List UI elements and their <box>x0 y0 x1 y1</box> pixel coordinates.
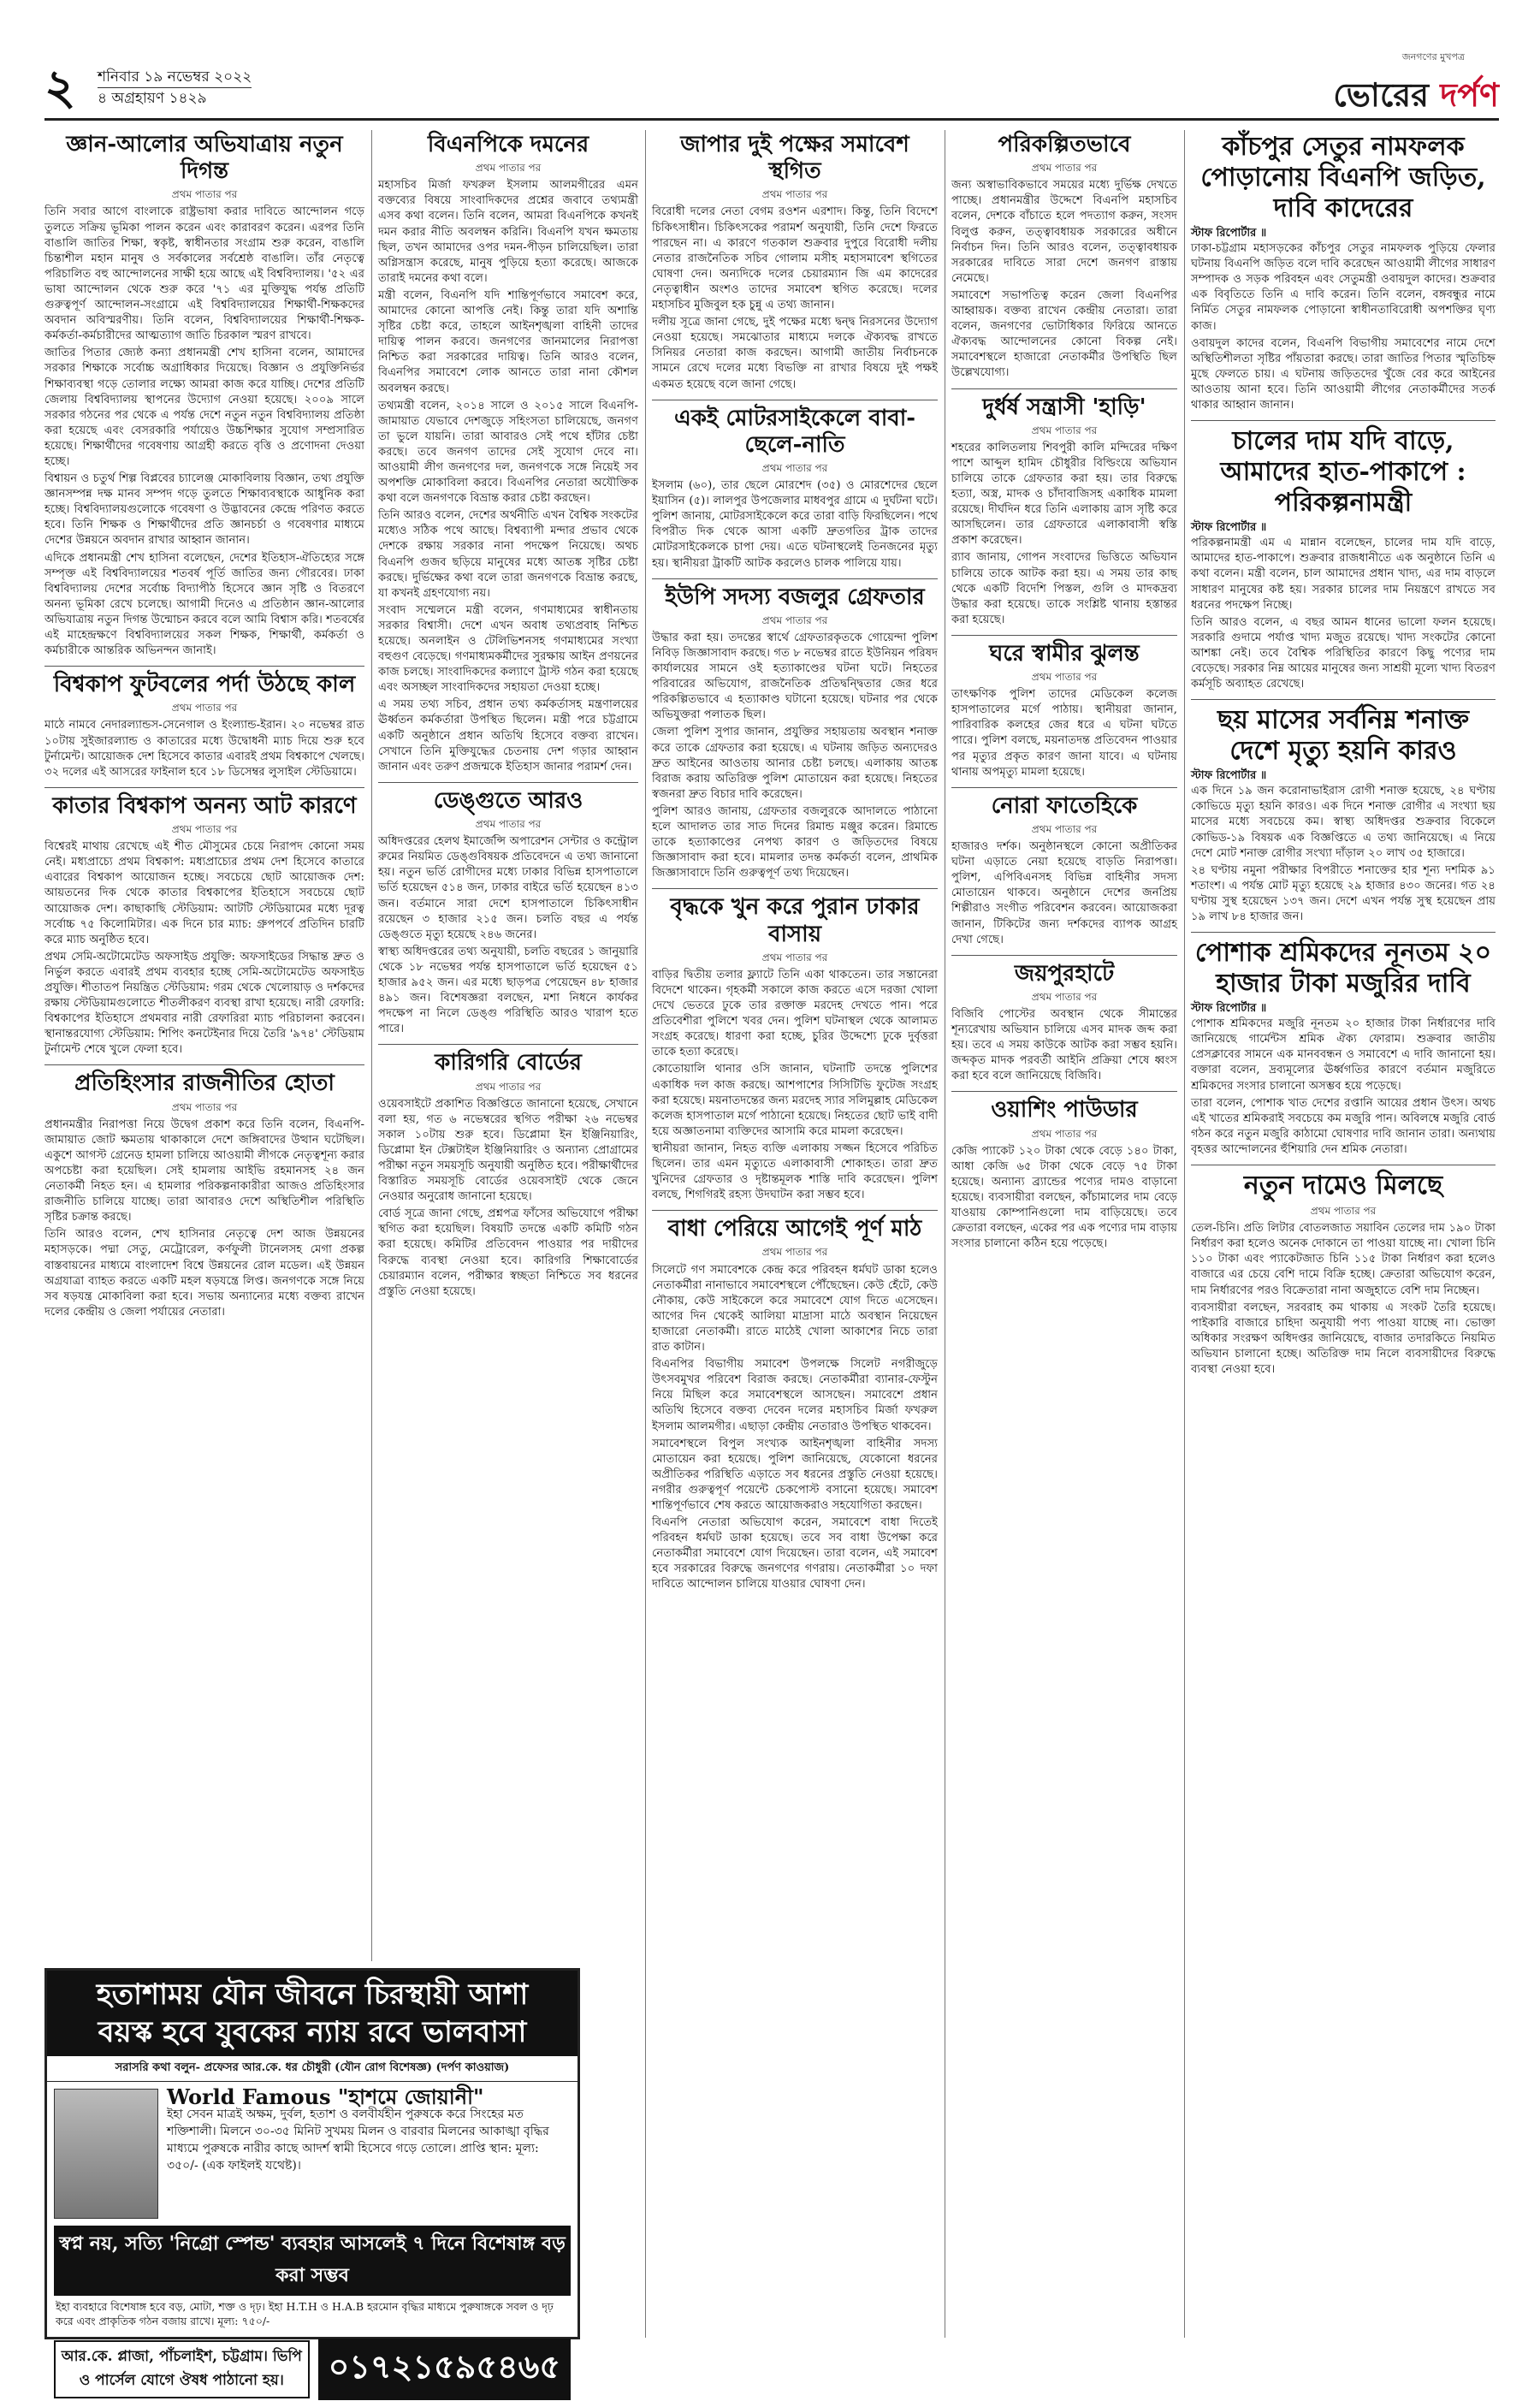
article-paragraph: স্থানীয়রা জানান, নিহত ব্যক্তি এলাকায় সজ্জন হিসেবে পরিচিত ছিলেন। তার এমন মৃত্যুতে এলাকাবাসী শোকাহত। তারা দ্রুত খুনিদের গ্রেফতার ও দৃষ্টান্তমূলক শাস্তি দাবি করেছেন। পুলিশ বলছে, শিগগিরই রহস্য উদঘাটন করা সম্ভব হবে। <box>652 1141 938 1202</box>
article-husband-hanging <box>951 641 1177 780</box>
divider <box>951 388 1177 389</box>
article-kanchpur-bridge <box>1191 132 1496 413</box>
article-paragraph: সমাবেশস্থলে বিপুল সংখ্যক আইনশৃঙ্খলা বাহিনীর সদস্য মোতায়েন করা হয়েছে। পুলিশ জানিয়েছে, যেকোনো ধরনের অপ্রীতিকর পরিস্থিতি এড়াতে সব ধরনের প্রস্তুতি নেওয়া হয়েছে। নগরীর গুরুত্বপূর্ণ পয়েন্টে চেকপোস্ট বসানো হয়েছে। সমাবেশ শান্তিপূর্ণভাবে শেষ করতে আয়োজকরাও সহযোগিতা করছেন। <box>652 1437 938 1512</box>
column-4 <box>951 130 1177 1259</box>
continuation-label: প্রথম পাতার পর <box>761 951 828 963</box>
article-bnp-suppression <box>378 132 638 775</box>
article-paragraph: পুলিশ আরও জানায়, গ্রেফতার বজলুরকে আদালতে পাঠানো হলে আদালত তার সাত দিনের রিমান্ড মঞ্জুর করেন। রিমান্ডে তাকে হত্যাকাণ্ডের নেপথ্য কারণ ও জড়িতদের বিষয়ে জিজ্ঞাসাবাদ করা হবে। মামলার তদন্ত কর্মকর্তা বলেন, প্রাথমিক জিজ্ঞাসাবাদে তিনি গুরুত্বপূর্ণ তথ্য দিয়েছেন। <box>652 804 938 880</box>
article-worldcup-curtain <box>44 672 364 780</box>
brand-name <box>1333 70 1499 125</box>
article-paragraph: তাৎক্ষণিক পুলিশ তাদের মেডিকেল কলেজ হাসপাতালের মর্গে পাঠায়। স্থানীয়রা জানান, পারিবারিক কলহের জের ধরে এ ঘটনা ঘটতে পারে। পুলিশ বলছে, ময়নাতদন্ত প্রতিবেদন পাওয়ার পর মৃত্যুর প্রকৃত কারণ জানা যাবে। এ ঘটনায় থানায় অপমৃত্যু মামলা হয়েছে। <box>951 688 1177 779</box>
article-nora-fatehi <box>951 793 1177 948</box>
ad-headline <box>47 1971 578 2056</box>
article-paragraph: বিএনপি নেতারা অভিযোগ করেন, সমাবেশে বাধা দিতেই পরিবহন ধর্মঘট ডাকা হয়েছে। তবে সব বাধা উপেক্ষা করে নেতাকর্মীরা সমাবেশে যোগ দিয়েছেন। তারা বলেন, এই সমাবেশ হবে সরকারের বিরুদ্ধে জনগণের গণরায়। নেতাকর্মীরা ১০ দফা দাবিতে আন্দোলন চালিয়ে যাওয়ার ঘোষণা দেন। <box>652 1516 938 1592</box>
article-headline: বিএনপিকে দমনের <box>427 132 589 157</box>
continuation-label: প্রথম পাতার পর <box>761 188 828 201</box>
continuation-label: প্রথম পাতার পর <box>1031 822 1098 835</box>
divider <box>44 787 364 788</box>
article-paragraph: র‍্যাব জানায়, গোপন সংবাদের ভিত্তিতে অভিযান চালিয়ে তাকে আটক করা হয়। এ সময় তার কাছ থেকে একটি বিদেশি পিস্তল, গুলি ও মাদকদ্রব্য উদ্ধার করা হয়েছে। তাকে সংশ্লিষ্ট থানায় হস্তান্তর করা হয়েছে। <box>951 551 1177 626</box>
article-paragraph: প্রথম সেমি-অটোমেটেড অফসাইড প্রযুক্তি: অফসাইডের সিদ্ধান্ত দ্রুত ও নির্ভুল করতে এবারই প্রথম ব্যবহার হচ্ছে সেমি-অটোমেটেড অফসাইড প্রযুক্তি। শীতাতপ নিয়ন্ত্রিত স্টেডিয়াম: গরম থেকে খেলোয়াড় ও দর্শকদের রক্ষায় স্টেডিয়ামগুলোতে শীতলীকরণ ব্যবস্থা রাখা হয়েছে। নারী রেফারি: বিশ্বকাপের ইতিহাসে প্রথমবার নারী রেফারিরা ম্যাচ পরিচালনা করবেন। স্থানান্তরযোগ্য স্টেডিয়াম: শিপিং কনটেইনার দিয়ে তৈরি '৯৭৪' স্টেডিয়াম টুর্নামেন্ট শেষে খুলে ফেলা হবে। <box>44 950 364 1057</box>
byline: স্টাফ রিপোর্টার ॥ <box>1191 521 1267 535</box>
article-qatar-eight-reasons <box>44 793 364 1058</box>
continuation-label: প্রথম পাতার পর <box>761 461 828 474</box>
article-paragraph: এক দিনে ১৯ জন করোনাভাইরাস রোগী শনাক্ত হয়েছে, ২৪ ঘণ্টায় কোভিডে মৃত্যু হয়নি কারও। এক দিনে শনাক্ত রোগীর এ সংখ্যা ছয় মাসের মধ্যে সবচেয়ে কম। স্বাস্থ্য অধিদপ্তর শুক্রবার বিকেলে কোভিড-১৯ বিষয়ক এক বিজ্ঞপ্তিতে এ তথ্য জানিয়েছে। এ নিয়ে দেশে মোট শনাক্ত রোগীর সংখ্যা দাঁড়াল ২০ লাখ ৩৫ হাজারে। <box>1191 785 1496 860</box>
ad-footer <box>47 2332 578 2407</box>
ad-address: আর.কে. প্লাজা, পাঁচলাইশ, চট্টগ্রাম। ভিপি ও পার্সেল যোগে ঔষধ পাঠানো হয়। <box>54 2340 310 2398</box>
doctor-photo <box>54 2089 158 2219</box>
article-paragraph: বাড়ির দ্বিতীয় তলার ফ্ল্যাটে তিনি একা থাকতেন। তার সন্তানেরা বিদেশে থাকেন। গৃহকর্মী সকালে কাজ করতে এসে দরজা খোলা দেখে ভেতরে ঢুকে তার রক্তাক্ত মরদেহ দেখতে পান। পরে প্রতিবেশীরা পুলিশে খবর দেন। পুলিশ ঘটনাস্থল থেকে আলামত সংগ্রহ করেছে। ধারণা করা হচ্ছে, চুরির উদ্দেশ্যে ঢুকে দুর্বৃত্তরা তাকে হত্যা করেছে। <box>652 968 938 1059</box>
article-headline: ইউপি সদস্য বজলুর গ্রেফতার <box>665 584 925 610</box>
article-paragraph: বিএনপির বিভাগীয় সমাবেশ উপলক্ষে সিলেট নগরীজুড়ে উৎসবমুখর পরিবেশ বিরাজ করছে। নেতাকর্মীরা ব্যানার-ফেস্টুন নিয়ে মিছিল করে সমাবেশস্থলে আসছেন। সমাবেশে প্রধান অতিথি হিসেবে বক্তব্য দেবেন দলের মহাসচিব মির্জা ফখরুল ইসলাম আলমগীর। এছাড়া কেন্দ্রীয় নেতারাও উপস্থিত থাকবেন। <box>652 1358 938 1433</box>
ad-consult-line: সরাসরি কথা বলুন- প্রফেসর আর.কে. ধর চৌধুরী (যৌন রোগ বিশেষজ্ঞ) (দর্পণ কাওয়াজ) <box>47 2056 578 2082</box>
article-paragraph: ইসলাম (৬০), তার ছেলে মোরশেদ (৩৫) ও মোরশেদের ছেলে ইয়াসিন (৫)। লালপুর উপজেলার মাধবপুর গ্রামে এ দুর্ঘটনা ঘটে। পুলিশ জানায়, মোটরসাইকেলে করে তারা বাড়ি ফিরছিলেন। পথে বিপরীত দিক থেকে আসা একটি দ্রুতগতির ট্রাক তাদের মোটরসাইকেলকে চাপা দেয়। এতে ঘটনাস্থলেই তিনজনের মৃত্যু হয়। স্থানীয়রা ট্রাকটি আটক করলেও চালক পালিয়ে যায়। <box>652 479 938 570</box>
article-headline: পোশাক শ্রমিকদের নূনতম ২০ হাজার টাকা মজুরির দাবি <box>1194 938 1492 999</box>
page-number: ২ <box>44 59 76 116</box>
continuation-label: প্রথম পাতার পর <box>475 818 542 831</box>
byline: স্টাফ রিপোর্টার ॥ <box>1191 769 1267 783</box>
article-joypurhat <box>951 961 1177 1085</box>
continuation-label: প্রথম পাতার পর <box>1031 1127 1098 1140</box>
article-up-member-arrest <box>652 584 938 882</box>
article-rice-price <box>1191 426 1496 692</box>
date-block <box>98 67 252 109</box>
continuation-label: প্রথম পাতার পর <box>1031 424 1098 436</box>
article-full-ground <box>652 1216 938 1592</box>
article-headline: বৃদ্ধকে খুন করে পুরান ঢাকার বাসায় <box>670 894 920 947</box>
brand-name-part1: ভোরের <box>1333 75 1441 114</box>
column-divider <box>1184 130 1185 2338</box>
article-paragraph: তিনি আরও বলেন, এ বছর আমন ধানের ভালো ফলন হয়েছে। সরকারি গুদামে পর্যাপ্ত খাদ্য মজুত রয়েছে। খাদ্য সংকটের কোনো আশঙ্কা নেই। তবে বৈশ্বিক পরিস্থিতির কারণে কিছু পণ্যের দাম বেড়েছে। সরকার নিম্ন আয়ের মানুষের জন্য সাশ্রয়ী মূল্যে খাদ্য বিতরণ কর্মসূচি অব্যাহত রেখেছে। <box>1191 615 1496 691</box>
article-paragraph: বিশ্বায়ন ও চতুর্থ শিল্প বিপ্লবের চ্যালেঞ্জ মোকাবিলায় বিজ্ঞান, তথ্য প্রযুক্তি জ্ঞানসম্পন্ন দক্ষ মানব সম্পদ গড়ে তুলতে শিক্ষাব্যবস্থাকে আধুনিক করা হচ্ছে। বিশ্ববিদ্যালয়গুলোকে গবেষণা ও উদ্ভাবনের কেন্দ্রে পরিণত করতে হবে। তিনি শিক্ষক ও শিক্ষার্থীদের প্রতি জ্ঞানচর্চা ও গবেষণার মাধ্যমে দেশের উন্নয়নে অবদান রাখার আহ্বান জানান। <box>44 472 364 548</box>
divider <box>951 787 1177 788</box>
article-paragraph: ওয়েবসাইটে প্রকাশিত বিজ্ঞপ্তিতে জানানো হয়েছে, সেখানে বলা হয়, গত ৬ নভেম্বরের স্থগিত পরীক্ষা ২৬ নভেম্বর সকাল ১০টায় শুরু হবে। ডিপ্লোমা ইন ইঞ্জিনিয়ারিং, ডিপ্লোমা ইন টেক্সটাইল ইঞ্জিনিয়ারিং ও অন্যান্য প্রোগ্রামের পরীক্ষা নতুন সময়সূচি অনুযায়ী অনুষ্ঠিত হবে। পরীক্ষার্থীদের বিস্তারিত সময়সূচি বোর্ডের ওয়েবসাইট থেকে জেনে নেওয়ার অনুরোধ জানানো হয়েছে। <box>378 1097 638 1204</box>
article-paragraph: এ সময় তথ্য সচিব, প্রধান তথ্য কর্মকর্তাসহ মন্ত্রণালয়ের ঊর্ধ্বতন কর্মকর্তারা উপস্থিত ছিলেন। মন্ত্রী পরে চট্টগ্রামে একটি অনুষ্ঠানে প্রধান অতিথি হিসেবে বক্তব্য রাখেন। সেখানে তিনি মুক্তিযুদ্ধের চেতনায় দেশ গড়ার আহ্বান জানান এবং তরুণ প্রজন্মকে ইতিহাস জানার পরামর্শ দেন। <box>378 698 638 774</box>
continuation-label: প্রথম পাতার পর <box>1310 1205 1377 1218</box>
article-paragraph: প্রধানমন্ত্রীর নিরাপত্তা নিয়ে উদ্বেগ প্রকাশ করে তিনি বলেন, বিএনপি-জামায়াত জোট ক্ষমতায় থাকাকালে দেশে জঙ্গিবাদের উত্থান ঘটেছিল। একুশে আগস্ট গ্রেনেড হামলা চালিয়ে আওয়ামী লীগকে নেতৃত্বশূন্য করার অপচেষ্টা করা হয়েছিল। সেই হামলায় আইভি রহমানসহ ২৪ জন নেতাকর্মী নিহত হন। এ হামলার পরিকল্পনাকারীরা আজও প্রতিহিংসার রাজনীতি চালিয়ে যাচ্ছে। তারা আবারও দেশে অস্থিতিশীল পরিস্থিতি সৃষ্টির চক্রান্ত করছে। <box>44 1118 364 1224</box>
byline: স্টাফ রিপোর্টার ॥ <box>1191 1002 1267 1016</box>
article-paragraph: জাতির পিতার জ্যেষ্ঠ কন্যা প্রধানমন্ত্রী শেখ হাসিনা বলেন, আমাদের সরকার শিক্ষাকে সর্বোচ্চ অগ্রাধিকার দিয়েছে। বিজ্ঞান ও প্রযুক্তিনির্ভর শিক্ষাব্যবস্থা গড়ে তোলার লক্ষ্যে আমরা কাজ করে যাচ্ছি। দেশের প্রতিটি জেলায় বিশ্ববিদ্যালয় স্থাপনের উদ্যোগ নেওয়া হয়েছে। ২০০৯ সালে সরকার গঠনের পর থেকে এ পর্যন্ত দেশে নতুন নতুন বিশ্ববিদ্যালয় প্রতিষ্ঠা করা হয়েছে এবং বেসরকারি পর্যায়েও উচ্চশিক্ষার সুযোগ সম্প্রসারিত হয়েছে। শিক্ষার্থীদের গবেষণায় আগ্রহী করতে বৃত্তি ও প্রণোদনা দেওয়া হচ্ছে। <box>44 347 364 468</box>
article-headline: একই মোটরসাইকেলে বাবা-ছেলে-নাতি <box>673 405 916 458</box>
continuation-label: প্রথম পাতার পর <box>171 823 238 836</box>
article-washing-powder <box>951 1097 1177 1252</box>
article-planned <box>951 132 1177 382</box>
article-headline: প্রতিহিংসার রাজনীতির হোতা <box>74 1070 335 1097</box>
continuation-label: প্রথম পাতার পর <box>475 162 542 175</box>
continuation-label: প্রথম পাতার পর <box>1031 671 1098 684</box>
article-revenge-politics <box>44 1070 364 1320</box>
ad-banner: স্বপ্ন নয়, সত্যি 'নিগ্রো স্পেন্ড' ব্যবহার আসলেই ৭ দিনে বিশেষাঙ্গ বড় করা সম্ভব <box>54 2226 571 2296</box>
masthead <box>44 51 1499 121</box>
article-dengue <box>378 788 638 1038</box>
article-headline: ঘরে স্বামীর ঝুলন্ত <box>989 640 1140 667</box>
continuation-label: প্রথম পাতার পর <box>761 614 828 626</box>
divider <box>378 782 638 783</box>
byline: স্টাফ রিপোর্টার ॥ <box>1191 227 1267 240</box>
article-garment-wage <box>1191 938 1496 1158</box>
divider <box>951 1091 1177 1092</box>
article-japa-rally <box>652 132 938 393</box>
ad-product-title: World Famous "হাশমে জোয়ানী" <box>167 2084 484 2109</box>
continuation-label: প্রথম পাতার পর <box>171 188 238 201</box>
article-paragraph: কেজি প্যাকেট ১২০ টাকা থেকে বেড়ে ১৪০ টাকা, আধা কেজি ৬৫ টাকা থেকে বেড়ে ৭৫ টাকা হয়েছে। অন্যান্য ব্র্যান্ডের পণ্যের দামও বাড়ানো হয়েছে। ব্যবসায়ীরা বলছেন, কাঁচামালের দাম বেড়ে যাওয়ায় কোম্পানিগুলো দাম বাড়িয়েছে। তবে ক্রেতারা বলছেন, একের পর এক পণ্যের দাম বাড়ায় সংসার চালানো কঠিন হয়ে পড়েছে। <box>951 1144 1177 1251</box>
article-paragraph: মহাসচিব মির্জা ফখরুল ইসলাম আলমগীরের এমন বক্তব্যের বিষয়ে সাংবাদিকদের প্রশ্নের জবাবে তথ্যমন্ত্রী এসব কথা বলেন। তিনি বলেন, আমরা বিএনপিকে কখনই দমন করার নীতি অবলম্বন করিনি। বিএনপি যখন ক্ষমতায় ছিল, তখন আমাদের ওপর দমন-পীড়ন চালিয়েছিল। তারা অগ্নিসন্ত্রাস করেছে, মানুষ পুড়িয়ে হত্যা করেছে। আজকে তারাই দমনের কথা বলে। <box>378 179 638 285</box>
article-paragraph: বিজিবি পোস্টের অবস্থান থেকে সীমান্তের শূন্যরেখায় অভিযান চালিয়ে এসব মাদক জব্দ করা হয়। তবে এ সময় কাউকে আটক করা সম্ভব হয়নি। জব্দকৃত মাদক পরবর্তী আইনি প্রক্রিয়া শেষে ধ্বংস করা হবে বলে জানিয়েছে বিজিবি। <box>951 1007 1177 1083</box>
article-paragraph: তিনি সবার আগে বাংলাকে রাষ্ট্রভাষা করার দাবিতে আন্দোলন গড়ে তুলতে সক্রিয় ভূমিকা পালন করেন এবং কারাবরণ করেন। এরপর তিনি বাঙালি জাতির শিক্ষা, স্বকৃষ্ট, স্বাধীনতার সংগ্রাম শুরু করেন, বাঙালি চিন্তাশীল মহান মানুষ ও সর্বকালের সর্বশ্রেষ্ঠ বাঙালি। তাঁর নেতৃত্বে পরিচালিত বহু আন্দোলনের সাক্ষী হয়ে আছে এই বিশ্ববিদ্যালয়। '৫২ এর ভাষা আন্দোলন থেকে শুরু করে '৭১ এর মুক্তিযুদ্ধ পর্যন্ত প্রতিটি গুরুত্বপূর্ণ আন্দোলন-সংগ্রামে এই বিশ্ববিদ্যালয়ের শিক্ষার্থী-শিক্ষকদের অবদান অবিস্মরণীয়। তিনি বলেন, বিশ্ববিদ্যালয়ের শিক্ষার্থী-শিক্ষক-কর্মকর্তা-কর্মচারীদের আত্মত্যাগ জাতি চিরকাল স্মরণ রাখবে। <box>44 205 364 343</box>
article-terrorist-hari <box>951 394 1177 628</box>
article-headline: জাপার দুই পক্ষের সমাবেশ স্থগিত <box>680 132 909 185</box>
brand-tagline: জনগণের মুখপত্র <box>1401 51 1465 62</box>
article-motorcycle <box>652 406 938 572</box>
article-paragraph: বিরোধী দলের নেতা বেগম রওশন এরশাদ। কিন্তু, তিনি বিদেশে চিকিৎসাধীন। চিকিৎসকের পরামর্শ অনুযায়ী, তিনি দেশে ফিরতে পারছেন না। এ কারণে গতকাল শুক্রবার দুপুরে বিরোধী দলীয় নেতার রাজনৈতিক সচিব গোলাম মসীহ মহাসমাবেশ স্থগিতের ঘোষণা দেন। অন্যদিকে দলের চেয়ারম্যান জি এম কাদেরের নেতৃত্বাধীন অংশও তাদের সমাবেশ স্থগিত করেছে। দলের মহাসচিব মুজিবুল হক চুন্নু এ তথ্য জানান। <box>652 205 938 312</box>
article-headline: ওয়াশিং পাউডার <box>991 1097 1138 1123</box>
column-divider <box>645 130 646 2338</box>
continuation-label: প্রথম পাতার পর <box>1031 990 1098 1003</box>
article-paragraph: পোশাক শ্রমিকদের মজুরি নূনতম ২০ হাজার টাকা নির্ধারণের দাবি জানিয়েছে গার্মেন্টস শ্রমিক ঐক্য ফোরাম। শুক্রবার জাতীয় প্রেসক্লাবের সামনে এক মানববন্ধন ও সমাবেশে এ দাবি জানানো হয়। বক্তারা বলেন, দ্রব্যমূল্যের ঊর্ধ্বগতির কারণে বর্তমান মজুরিতে শ্রমিকদের সংসার চালানো অসম্ভব হয়ে পড়েছে। <box>1191 1017 1496 1093</box>
ad-body <box>167 2084 571 2219</box>
article-paragraph: সংবাদ সম্মেলনে মন্ত্রী বলেন, গণমাধ্যমের স্বাধীনতায় সরকার বিশ্বাসী। দেশে এখন অবাধ তথ্যপ্রবাহ নিশ্চিত হয়েছে। অনলাইন ও টেলিভিশনসহ গণমাধ্যমের সংখ্যা বহুগুণ বেড়েছে। গণমাধ্যমকর্মীদের সুরক্ষায় আইন প্রণয়নের কাজ চলছে। সাংবাদিকদের কল্যাণে ট্রাস্ট গঠন করা হয়েছে এবং অসচ্ছল সাংবাদিকদের সহায়তা দেওয়া হচ্ছে। <box>378 603 638 695</box>
ad-headline-line1: হতাশাময় যৌন জীবনে চিরস্থায়ী আশা <box>96 1977 529 2012</box>
article-headline: দুর্ধর্ষ সন্ত্রাসী 'হাড়ি' <box>982 394 1146 420</box>
divider <box>652 1210 938 1211</box>
article-paragraph: শহরের কালিতলায় শিবপুরী কালি মন্দিরের দক্ষিণ পাশে আব্দুল হামিদ চৌধুরীর বিল্ডিংয়ে অভিযান চালিয়ে তাকে গ্রেফতার করা হয়। তার বিরুদ্ধে হত্যা, অস্ত্র, মাদক ও চাঁদাবাজিসহ একাধিক মামলা রয়েছে। দীর্ঘদিন ধরে তিনি এলাকায় ত্রাস সৃষ্টি করে আসছিলেন। তার গ্রেফতারে এলাকাবাসী স্বস্তি প্রকাশ করেছেন। <box>951 441 1177 548</box>
article-paragraph: সিলেটে গণ সমাবেশকে কেন্দ্র করে পরিবহন ধর্মঘট ডাকা হলেও নেতাকর্মীরা নানাভাবে সমাবেশস্থলে পৌঁছেছেন। কেউ হেঁটে, কেউ নৌকায়, কেউ সাইকেলে করে সমাবেশে যোগ দিতে এসেছেন। আগের দিন থেকেই আলিয়া মাদ্রাসা মাঠে অবস্থান নিয়েছেন হাজারো নেতাকর্মী। রাতে মাঠেই খোলা আকাশের নিচে তারা রাত কাটান। <box>652 1263 938 1355</box>
article-paragraph: তিনি আরও বলেন, দেশের অর্থনীতি এখন বৈশ্বিক সংকটের মধ্যেও সঠিক পথে আছে। বিশ্বব্যাপী মন্দার প্রভাব থেকে দেশকে রক্ষায় সরকার নানা পদক্ষেপ নিয়েছে। অথচ বিএনপি গুজব ছড়িয়ে মানুষের মধ্যে আতঙ্ক সৃষ্টির চেষ্টা করছে। দুর্ভিক্ষের কথা বলে তারা জনগণকে বিভ্রান্ত করছে, যা কখনই গ্রহণযোগ্য নয়। <box>378 509 638 600</box>
article-paragraph: ব্যবসায়ীরা বলছেন, সরবরাহ কম থাকায় এ সংকট তৈরি হয়েছে। পাইকারি বাজারে চাহিদা অনুযায়ী পণ্য পাওয়া যাচ্ছে না। ভোক্তা অধিকার সংরক্ষণ অধিদপ্তর জানিয়েছে, বাজার তদারকিতে নিয়মিত অভিযান চালানো হচ্ছে। অতিরিক্ত দাম নিলে ব্যবসায়ীদের বিরুদ্ধে ব্যবস্থা নেওয়া হবে। <box>1191 1301 1496 1376</box>
article-paragraph: ঢাকা-চট্টগ্রাম মহাসড়কের কাঁচপুর সেতুর নামফলক পুড়িয়ে ফেলার ঘটনায় বিএনপি জড়িত বলে দাবি করেছেন আওয়ামী লীগের সাধারণ সম্পাদক ও সড়ক পরিবহন এবং সেতুমন্ত্রী ওবায়দুল কাদের। শুক্রবার এক বিবৃতিতে তিনি এ দাবি করেন। তিনি বলেন, বঙ্গবন্ধুর নামে নির্মিত সেতুর নামফলক পোড়ানো স্বাধীনতাবিরোধী অপশক্তির ঘৃণ্য কাজ। <box>1191 242 1496 333</box>
continuation-label: প্রথম পাতার পর <box>171 702 238 714</box>
continuation-label: প্রথম পাতার পর <box>171 1100 238 1113</box>
article-paragraph: কোতোয়ালি থানার ওসি জানান, ঘটনাটি তদন্তে পুলিশের একাধিক দল কাজ করছে। আশপাশের সিসিটিভি ফুটেজ সংগ্রহ করা হয়েছে। ময়নাতদন্তের জন্য মরদেহ স্যার সলিমুল্লাহ মেডিকেল কলেজ হাসপাতাল মর্গে পাঠানো হয়েছে। নিহতের ছোট ভাই বাদী হয়ে অজ্ঞাতনামা ব্যক্তিদের আসামি করে মামলা করেছেন। <box>652 1063 939 1138</box>
article-paragraph: মাঠে নামবে নেদারল্যান্ডস-সেনেগাল ও ইংল্যান্ড-ইরান। ২০ নভেম্বর রাত ১০টায় সুইজারল্যান্ড ও কাতারের মধ্যে উদ্বোধনী ম্যাচ দিয়ে শুরু হবে টুর্নামেন্ট। আয়োজক দেশ হিসেবে কাতার এবারই প্রথম বিশ্বকাপে খেলছে। ৩২ দলের এই আসরের ফাইনাল হবে ১৮ ডিসেম্বর লুসাইল স্টেডিয়ামে। <box>44 719 364 779</box>
divider <box>1191 420 1496 421</box>
date-bengali: ৪ অগ্রহায়ণ ১৪২৯ <box>98 87 252 109</box>
column-1 <box>44 130 364 1327</box>
article-headline: বিশ্বকাপ ফুটবলের পর্দা উঠছে কাল <box>53 672 356 698</box>
article-paragraph: পরিকল্পনামন্ত্রী এম এ মান্নান বলেছেন, চালের দাম যদি বাড়ে, আমাদের হাত-পাকাপে। শুক্রবার রাজধানীতে এক অনুষ্ঠানে তিনি এ কথা বলেন। মন্ত্রী বলেন, চাল আমাদের প্রধান খাদ্য, এর দাম বাড়লে সাধারণ মানুষের কষ্ট হয়। সরকার চালের দাম নিয়ন্ত্রণে রাখতে সব ধরনের পদক্ষেপ নিচ্ছে। <box>1191 537 1496 612</box>
article-paragraph: বিশ্বেরই মাথায় রেখেছে এই শীত মৌসুমের চেয়ে নিরাপদ কোনো সময় নেই। মধ্যপ্রাচ্যে প্রথম বিশ্বকাপ: মধ্যপ্রাচ্যের প্রথম দেশ হিসেবে কাতারে এবারের বিশ্বকাপ আয়োজন হচ্ছে। সবচেয়ে ছোট আয়োজক দেশ: আয়তনের দিক থেকে কাতার বিশ্বকাপের ইতিহাসে সবচেয়ে ছোট আয়োজক দেশ। কাছাকাছি স্টেডিয়াম: আটটি স্টেডিয়ামের মধ্যে দূরত্ব সর্বোচ্চ ৭৫ কিলোমিটার। এক দিনে চার ম্যাচ: গ্রুপপর্বে প্রতিদিন চারটি করে ম্যাচ অনুষ্ঠিত হবে। <box>44 840 364 946</box>
advertisement <box>44 1968 580 2389</box>
ad-body-text: ইহা সেবন মাত্রই অক্ষম, দুর্বল, হতাশ ও বলবীর্যহীন পুরুষকে করে সিংহের মত শক্তিশালী। মিলনে ৩০-৩৫ মিনিট সুখময় মিলন ও বারবার মিলনের আকাঙ্খা বৃদ্ধির মাধ্যমে পুরুষকে নারীর কাছে আদর্শ স্বামী হিসেবে গড়ে তোলে। প্রাপ্তি স্থান: মূল্য: ৩৫০/- (এক ফাইলই যথেষ্ট)। <box>167 2108 549 2173</box>
article-paragraph: স্বাস্থ্য অধিদপ্তরের তথ্য অনুযায়ী, চলতি বছরের ১ জানুয়ারি থেকে ১৮ নভেম্বর পর্যন্ত হাসপাতালে ভর্তি হয়েছেন ৫১ হাজার ৯৫২ জন। এর মধ্যে ছাড়পত্র পেয়েছেন ৪৮ হাজার ৪৯১ জন। বিশেষজ্ঞরা বলছেন, মশা নিধনে কার্যকর পদক্ষেপ না নিলে ডেঙ্গু পরিস্থিতি আরও খারাপ হতে পারে। <box>378 945 638 1036</box>
ad-headline-line2: বয়স্ক হবে যুবকের ন্যায় রবে ভালবাসা <box>98 2015 527 2049</box>
divider <box>652 578 938 579</box>
continuation-label: প্রথম পাতার পর <box>475 1080 542 1093</box>
article-paragraph: জেলা পুলিশ সুপার জানান, প্রযুক্তির সহায়তায় অবস্থান শনাক্ত করে তাকে গ্রেফতার করা হয়েছে। এ ঘটনায় জড়িত অন্যদেরও দ্রুত আইনের আওতায় আনার চেষ্টা চলছে। এলাকায় আতঙ্ক বিরাজ করায় অতিরিক্ত পুলিশ মোতায়েন করা হয়েছে। নিহতের স্বজনরা দ্রুত বিচার দাবি করেছেন। <box>652 726 938 801</box>
divider <box>378 1044 638 1045</box>
ad-banner-body: ইহা ব্যবহারে বিশেষাঙ্গ হবে বড়, মোটা, শক্ত ও দৃঢ়। ইহা H.T.H ও H.A.B হরমোন বৃদ্ধির মাধ্যমে পুরুষাঙ্গকে সবল ও দৃঢ় করে এবং প্রাকৃতিক গঠন বজায় রাখে। মূল্য: ৭৫০/- <box>56 2300 554 2327</box>
article-paragraph: তারা বলেন, পোশাক খাত দেশের রপ্তানি আয়ের প্রধান উৎস। অথচ এই খাতের শ্রমিকরাই সবচেয়ে কম মজুরি পান। অবিলম্বে মজুরি বোর্ড গঠন করে নতুন মজুরি কাঠামো ঘোষণার দাবি জানান তারা। অন্যথায় বৃহত্তর আন্দোলনের হুঁশিয়ারি দেন শ্রমিক নেতারা। <box>1191 1096 1496 1156</box>
column-divider <box>371 130 372 1961</box>
divider <box>951 635 1177 636</box>
ad-middle <box>47 2082 578 2226</box>
article-paragraph: মন্ত্রী বলেন, বিএনপি যদি শান্তিপূর্ণভাবে সমাবেশ করে, আমাদের কোনো আপত্তি নেই। কিন্তু তারা যদি অশান্তি সৃষ্টির চেষ্টা করে, তাহলে আইনশৃঙ্খলা বাহিনী তাদের দায়িত্ব পালন করবে। জনগণের জানমালের নিরাপত্তা নিশ্চিত করা সরকারের দায়িত্ব। তিনি আরও বলেন, বিএনপির সমাবেশে লোক আনতে তারা নানা কৌশল অবলম্বন করছে। <box>378 288 638 395</box>
article-paragraph: তেল-চিনি। প্রতি লিটার বোতলজাত সয়াবিন তেলের দাম ১৯০ টাকা নির্ধারণ করা হলেও অনেক দোকানে তা পাওয়া যাচ্ছে না। খোলা চিনি ১১০ টাকা এবং প্যাকেটজাত চিনি ১১৫ টাকা নির্ধারণ করা হলেও বাজারে এর চেয়ে বেশি দামে বিক্রি হচ্ছে। ক্রেতারা অভিযোগ করেন, দাম নির্ধারণের পরও বিক্রেতারা নানা অজুহাতে বেশি দাম নিচ্ছেন। <box>1191 1222 1496 1297</box>
article-headline: জ্ঞান-আলোর অভিযাত্রায় নতুন দিগন্ত <box>66 132 343 185</box>
article-technical-board <box>378 1050 638 1300</box>
divider <box>951 955 1177 956</box>
article-paragraph: তিনি আরও বলেন, শেখ হাসিনার নেতৃত্বে দেশ আজ উন্নয়নের মহাসড়কে। পদ্মা সেতু, মেট্রোরেল, কর্ণফুলী টানেলসহ মেগা প্রকল্প বাস্তবায়নের মাধ্যমে বাংলাদেশ বিশ্বে উন্নয়নের রোল মডেল। এই উন্নয়ন অগ্রযাত্রা ব্যাহত করতে একটি মহল ষড়যন্ত্রে লিপ্ত। জনগণকে সঙ্গে নিয়ে সব ষড়যন্ত্র মোকাবিলা করা হবে। সভায় অন্যান্যের মধ্যে বক্তব্য রাখেন দলের কেন্দ্রীয় ও জেলা পর্যায়ের নেতারা। <box>44 1228 364 1319</box>
article-gyan-alor <box>44 132 364 659</box>
article-new-price <box>1191 1171 1496 1378</box>
divider <box>1191 932 1496 933</box>
brand-name-part2: দর্পণ <box>1440 75 1499 114</box>
column-3 <box>652 130 938 1600</box>
divider <box>1191 699 1496 700</box>
article-headline: বাধা পেরিয়ে আগেই পূর্ণ মাঠ <box>667 1216 922 1242</box>
article-headline: ডেঙ্গুতে আরও <box>433 787 583 814</box>
article-headline: কাতার বিশ্বকাপ অনন্য আট কারণে <box>52 792 357 819</box>
date-gregorian: শনিবার ১৯ নভেম্বর ২০২২ <box>98 68 252 86</box>
article-paragraph: জন্য অস্বাভাবিকভাবে সময়ের মধ্যে দুর্ভিক্ষ দেখতে পাচ্ছে। প্রধানমন্ত্রীর উদ্দেশে বিএনপি মহাসচিব বলেন, দেশকে বাঁচাতে হলে পদত্যাগ করুন, সংসদ বিলুপ্ত করুন, তত্ত্বাবধায়ক সরকারের অধীনে নির্বাচন দিন। তিনি আরও বলেন, তত্ত্বাবধায়ক সরকারের দাবিতে সারা দেশে জনগণ রাস্তায় নেমেছে। <box>951 179 1177 285</box>
newspaper-logo <box>1302 51 1499 115</box>
article-headline: নতুন দামেও মিলছে <box>1243 1171 1443 1201</box>
article-paragraph: অধিদপ্তরের হেলথ ইমার্জেন্সি অপারেশন সেন্টার ও কন্ট্রোল রুমের নিয়মিত ডেঙ্গুবিষয়ক প্রতিবেদনে এ তথ্য জানানো হয়। নতুন ভর্তি রোগীদের মধ্যে ঢাকার বিভিন্ন হাসপাতালে ভর্তি হয়েছেন ৫১৪ জন, ঢাকার বাইরে ভর্তি হয়েছেন ৪১৩ জন। বর্তমানে সারা দেশে হাসপাতালে চিকিৎসাধীন রয়েছেন ৩ হাজার ২১৫ জন। চলতি বছর এ পর্যন্ত ডেঙ্গুতে মৃত্যু হয়েছে ২৪৬ জনের। <box>378 835 638 941</box>
article-old-dhaka-murder <box>652 894 938 1203</box>
column-5 <box>1191 130 1496 1384</box>
divider <box>44 1064 364 1065</box>
article-paragraph: হাজারও দর্শক। অনুষ্ঠানস্থলে কোনো অপ্রীতিকর ঘটনা এড়াতে নেয়া হয়েছে বাড়তি নিরাপত্তা। পুলিশ, এপিবিএনসহ বিভিন্ন বাহিনীর সদস্য মোতায়েন থাকবে। অনুষ্ঠানে দেশের জনপ্রিয় শিল্পীরাও সংগীত পরিবেশন করবেন। আয়োজকরা জানান, টিকিটের জন্য দর্শকদের ব্যাপক আগ্রহ দেখা গেছে। <box>951 840 1177 946</box>
article-paragraph: উদ্ধার করা হয়। তদন্তের স্বার্থে গ্রেফতারকৃতকে গোয়েন্দা পুলিশ নিবিড় জিজ্ঞাসাবাদ করছে। গত ৮ নভেম্বর রাতে ইউনিয়ন পরিষদ কার্যালয়ের সামনে ওই হত্যাকাণ্ডের ঘটনা ঘটে। নিহতের পরিবারের অভিযোগ, রাজনৈতিক প্রতিদ্বন্দ্বিতার জের ধরে পরিকল্পিতভাবে এ হত্যাকাণ্ড ঘটানো হয়েছে। ঘটনার পর থেকে অভিযুক্তরা পলাতক ছিল। <box>652 631 938 722</box>
continuation-label: প্রথম পাতার পর <box>1031 162 1098 175</box>
divider <box>652 888 938 889</box>
article-paragraph: তথ্যমন্ত্রী বলেন, ২০১৪ সালে ও ২০১৫ সালে বিএনপি-জামায়াত যেভাবে দেশজুড়ে সহিংসতা চালিয়েছে, জনগণ তা ভুলে যায়নি। তারা আবারও সেই পথে হাঁটার চেষ্টা করছে। তবে জনগণ তাদের সেই সুযোগ দেবে না। আওয়ামী লীগ জনগণের দল, জনগণকে সঙ্গে নিয়েই সব অপশক্তি মোকাবিলা করবে। বিএনপির নেতারা অযৌক্তিক কথা বলে জনগণকে বিভ্রান্ত করার চেষ্টা করছেন। <box>378 399 638 506</box>
article-paragraph: দলীয় সূত্রে জানা গেছে, দুই পক্ষের মধ্যে দ্বন্দ্ব নিরসনের উদ্যোগ নেওয়া হয়েছে। সমঝোতার মাধ্যমে দলকে ঐক্যবদ্ধ রাখতে সিনিয়র নেতারা কাজ করছেন। আগামী জাতীয় নির্বাচনকে সামনে রেখে দলের মধ্যে বিভক্তি না রাখার বিষয়ে দুই পক্ষই একমত হয়েছে বলে জানা গেছে। <box>652 316 938 391</box>
column-2 <box>378 130 638 1307</box>
article-headline: জয়পুরহাটে <box>1014 960 1115 987</box>
article-headline: নোরা ফাতেহিকে <box>991 792 1138 819</box>
divider <box>44 666 364 667</box>
article-paragraph: বোর্ড সূত্রে জানা গেছে, প্রশ্নপত্র ফাঁসের অভিযোগে পরীক্ষা স্থগিত করা হয়েছিল। বিষয়টি তদন্তে একটি কমিটি গঠন করা হয়েছে। কমিটির প্রতিবেদন পাওয়ার পর দায়ীদের বিরুদ্ধে ব্যবস্থা নেওয়া হবে। কারিগরি শিক্ষাবোর্ডের চেয়ারম্যান বলেন, পরীক্ষার স্বচ্ছতা নিশ্চিতে সব ধরনের প্রস্তুতি নেওয়া হয়েছে। <box>378 1207 638 1298</box>
article-headline: চালের দাম যদি বাড়ে, আমাদের হাত-পাকাপে : পরিকল্পনামন্ত্রী <box>1220 426 1466 519</box>
article-headline: ছয় মাসের সর্বনিম্ন শনাক্ত দেশে মৃত্যু হয়নি কারও <box>1217 705 1469 767</box>
continuation-label: প্রথম পাতার পর <box>761 1246 828 1259</box>
article-paragraph: ওবায়দুল কাদের বলেন, বিএনপি বিভাগীয় সমাবেশের নামে দেশে অস্থিতিশীলতা সৃষ্টির পাঁয়তারা করছে। তারা জাতির পিতার স্মৃতিচিহ্ন মুছে ফেলতে চায়। এ ঘটনায় জড়িতদের খুঁজে বের করে আইনের আওতায় আনা হবে। তিনি আওয়ামী লীগের নেতাকর্মীদের সতর্ক থাকার আহ্বান জানান। <box>1191 336 1496 412</box>
ad-phone-number: ০১৭২১৫৯৫৪৬৫ <box>318 2339 571 2400</box>
article-headline: পরিকল্পিতভাবে <box>998 132 1131 157</box>
article-headline: কাঁচপুর সেতুর নামফলক পোড়ানোয় বিএনপি জড়িত, দাবি কাদেরের <box>1200 132 1486 223</box>
article-paragraph: এদিকে প্রধানমন্ত্রী শেখ হাসিনা বলেছেন, দেশের ইতিহাস-ঐতিহ্যের সঙ্গে সম্পৃক্ত এই বিশ্ববিদ্যালয়ের শতবর্ষ পূর্তি জাতির জন্য গৌরবের। ঢাকা বিশ্ববিদ্যালয় দেশের সর্বোচ্চ বিদ্যাপীঠ হিসেবে জ্ঞান সৃষ্টি ও বিতরণে অনন্য ভূমিকা রেখে চলেছে। আগামী দিনেও এ প্রতিষ্ঠান জ্ঞান-আলোর অভিযাত্রায় নতুন দিগন্ত উন্মোচন করবে বলে আমি বিশ্বাস করি। শতবর্ষের এই মাহেন্দ্রক্ষণে বিশ্ববিদ্যালয়ের সকল শিক্ষক, শিক্ষার্থী, কর্মকর্তা ও কর্মচারীকে আন্তরিক অভিনন্দন জানাই। <box>44 551 364 658</box>
article-headline: কারিগরি বোর্ডের <box>435 1050 582 1076</box>
article-paragraph: ২৪ ঘণ্টায় নমুনা পরীক্ষার বিপরীতে শনাক্তের হার শূন্য দশমিক ৯১ শতাংশ। এ পর্যন্ত মোট মৃত্যু হয়েছে ২৯ হাজার ৪৩০ জনের। গত ২৪ ঘণ্টায় সুস্থ হয়েছেন ১৩৭ জন। দেশে এখন পর্যন্ত সুস্থ হয়েছেন প্রায় ১৯ লাখ ৮৪ হাজার জন। <box>1191 863 1496 923</box>
article-covid-lowest <box>1191 705 1496 925</box>
article-paragraph: সমাবেশে সভাপতিত্ব করেন জেলা বিএনপির আহ্বায়ক। বক্তব্য রাখেন কেন্দ্রীয় নেতারা। তারা বলেন, জনগণের ভোটাধিকার ফিরিয়ে আনতে ঐক্যবদ্ধ আন্দোলনের কোনো বিকল্প নেই। সমাবেশস্থলে হাজারো নেতাকর্মীর উপস্থিতি ছিল উল্লেখযোগ্য। <box>951 288 1177 380</box>
